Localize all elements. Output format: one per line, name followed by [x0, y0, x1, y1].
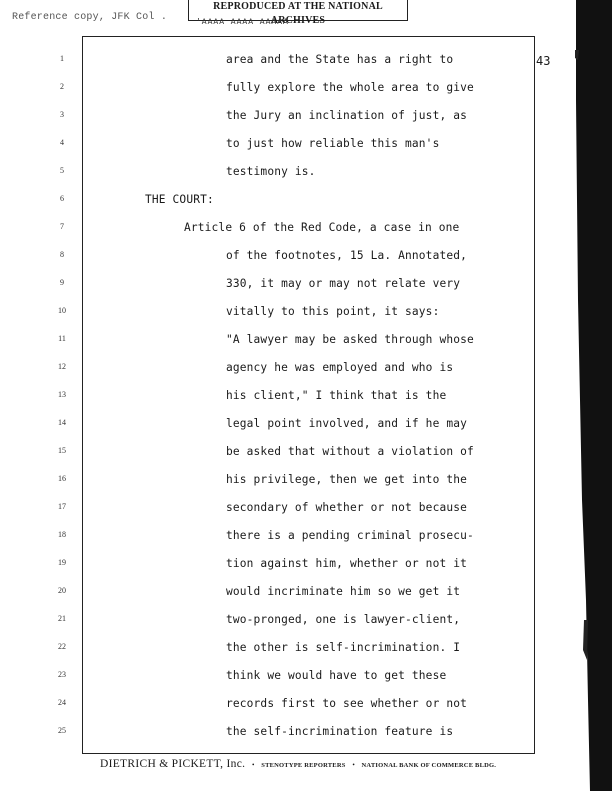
line-number: 21 — [58, 614, 66, 623]
archives-stamp-text: REPRODUCED AT THE NATIONAL ARCHIVES — [213, 1, 383, 26]
line-number: 22 — [58, 642, 66, 651]
transcript-line: agency he was employed and who is — [226, 361, 454, 374]
line-number: 12 — [58, 362, 66, 371]
firm-name: DIETRICH & PICKETT, Inc. — [100, 758, 246, 770]
transcript-line: of the footnotes, 15 La. Annotated, — [226, 249, 467, 262]
service-label: STENOTYPE REPORTERS — [261, 762, 346, 769]
line-number: 6 — [60, 194, 64, 203]
transcript-line: his privilege, then we get into the — [226, 473, 467, 486]
footer-separator: • — [352, 761, 355, 769]
transcript-line: records first to see whether or not — [226, 697, 467, 710]
line-number: 24 — [58, 698, 66, 707]
line-number: 2 — [60, 82, 64, 91]
scan-edge-shadow — [570, 0, 612, 791]
line-number: 8 — [60, 250, 64, 259]
transcript-line: fully explore the whole area to give — [226, 81, 474, 94]
transcript-line: testimony is. — [226, 165, 316, 178]
line-number: 19 — [58, 558, 66, 567]
line-number: 15 — [58, 446, 66, 455]
transcript-line: there is a pending criminal prosecu- — [226, 529, 474, 542]
footer-separator: • — [252, 761, 255, 769]
stamp-smudge: 'AAAA AAAA AAAAA — [196, 18, 289, 27]
line-number: 4 — [60, 138, 64, 147]
line-number: 5 — [60, 166, 64, 175]
transcript-line: THE COURT: — [145, 193, 214, 206]
transcript-line: the Jury an inclination of just, as — [226, 109, 467, 122]
line-number: 20 — [58, 586, 66, 595]
transcript-line: legal point involved, and if he may — [226, 417, 467, 430]
line-number: 9 — [60, 278, 64, 287]
line-number: 11 — [58, 334, 66, 343]
transcript-line: his client," I think that is the — [226, 389, 447, 402]
address-label: NATIONAL BANK OF COMMERCE BLDG. — [361, 762, 497, 769]
line-number: 3 — [60, 110, 64, 119]
transcript-line: the other is self-incrimination. I — [226, 641, 461, 654]
reference-copy-label: Reference copy, JFK Col . — [12, 12, 168, 23]
transcript-line: tion against him, whether or not it — [226, 557, 467, 570]
transcript-line: two-pronged, one is lawyer-client, — [226, 613, 461, 626]
page-number: 43 — [536, 54, 551, 68]
line-number: 1 — [60, 54, 64, 63]
transcript-line: be asked that without a violation of — [226, 445, 474, 458]
transcript-line: Article 6 of the Red Code, a case in one — [184, 221, 460, 234]
line-number: 17 — [58, 502, 66, 511]
transcript-line: to just how reliable this man's — [226, 137, 440, 150]
line-number: 23 — [58, 670, 66, 679]
line-number: 7 — [60, 222, 64, 231]
transcript-line: vitally to this point, it says: — [226, 305, 440, 318]
line-number: 18 — [58, 530, 66, 539]
transcript-line: 330, it may or may not relate very — [226, 277, 461, 290]
transcript-line: secondary of whether or not because — [226, 501, 467, 514]
line-number: 14 — [58, 418, 66, 427]
transcript-line: the self-incrimination feature is — [226, 725, 454, 738]
line-number: 10 — [58, 306, 66, 315]
line-number: 25 — [58, 726, 66, 735]
page-footer — [100, 758, 540, 776]
line-number: 16 — [58, 474, 66, 483]
line-number: 13 — [58, 390, 66, 399]
transcript-line: think we would have to get these — [226, 669, 447, 682]
transcript-line: "A lawyer may be asked through whose — [226, 333, 474, 346]
transcript-line: area and the State has a right to — [226, 53, 454, 66]
transcript-line: would incriminate him so we get it — [226, 585, 461, 598]
